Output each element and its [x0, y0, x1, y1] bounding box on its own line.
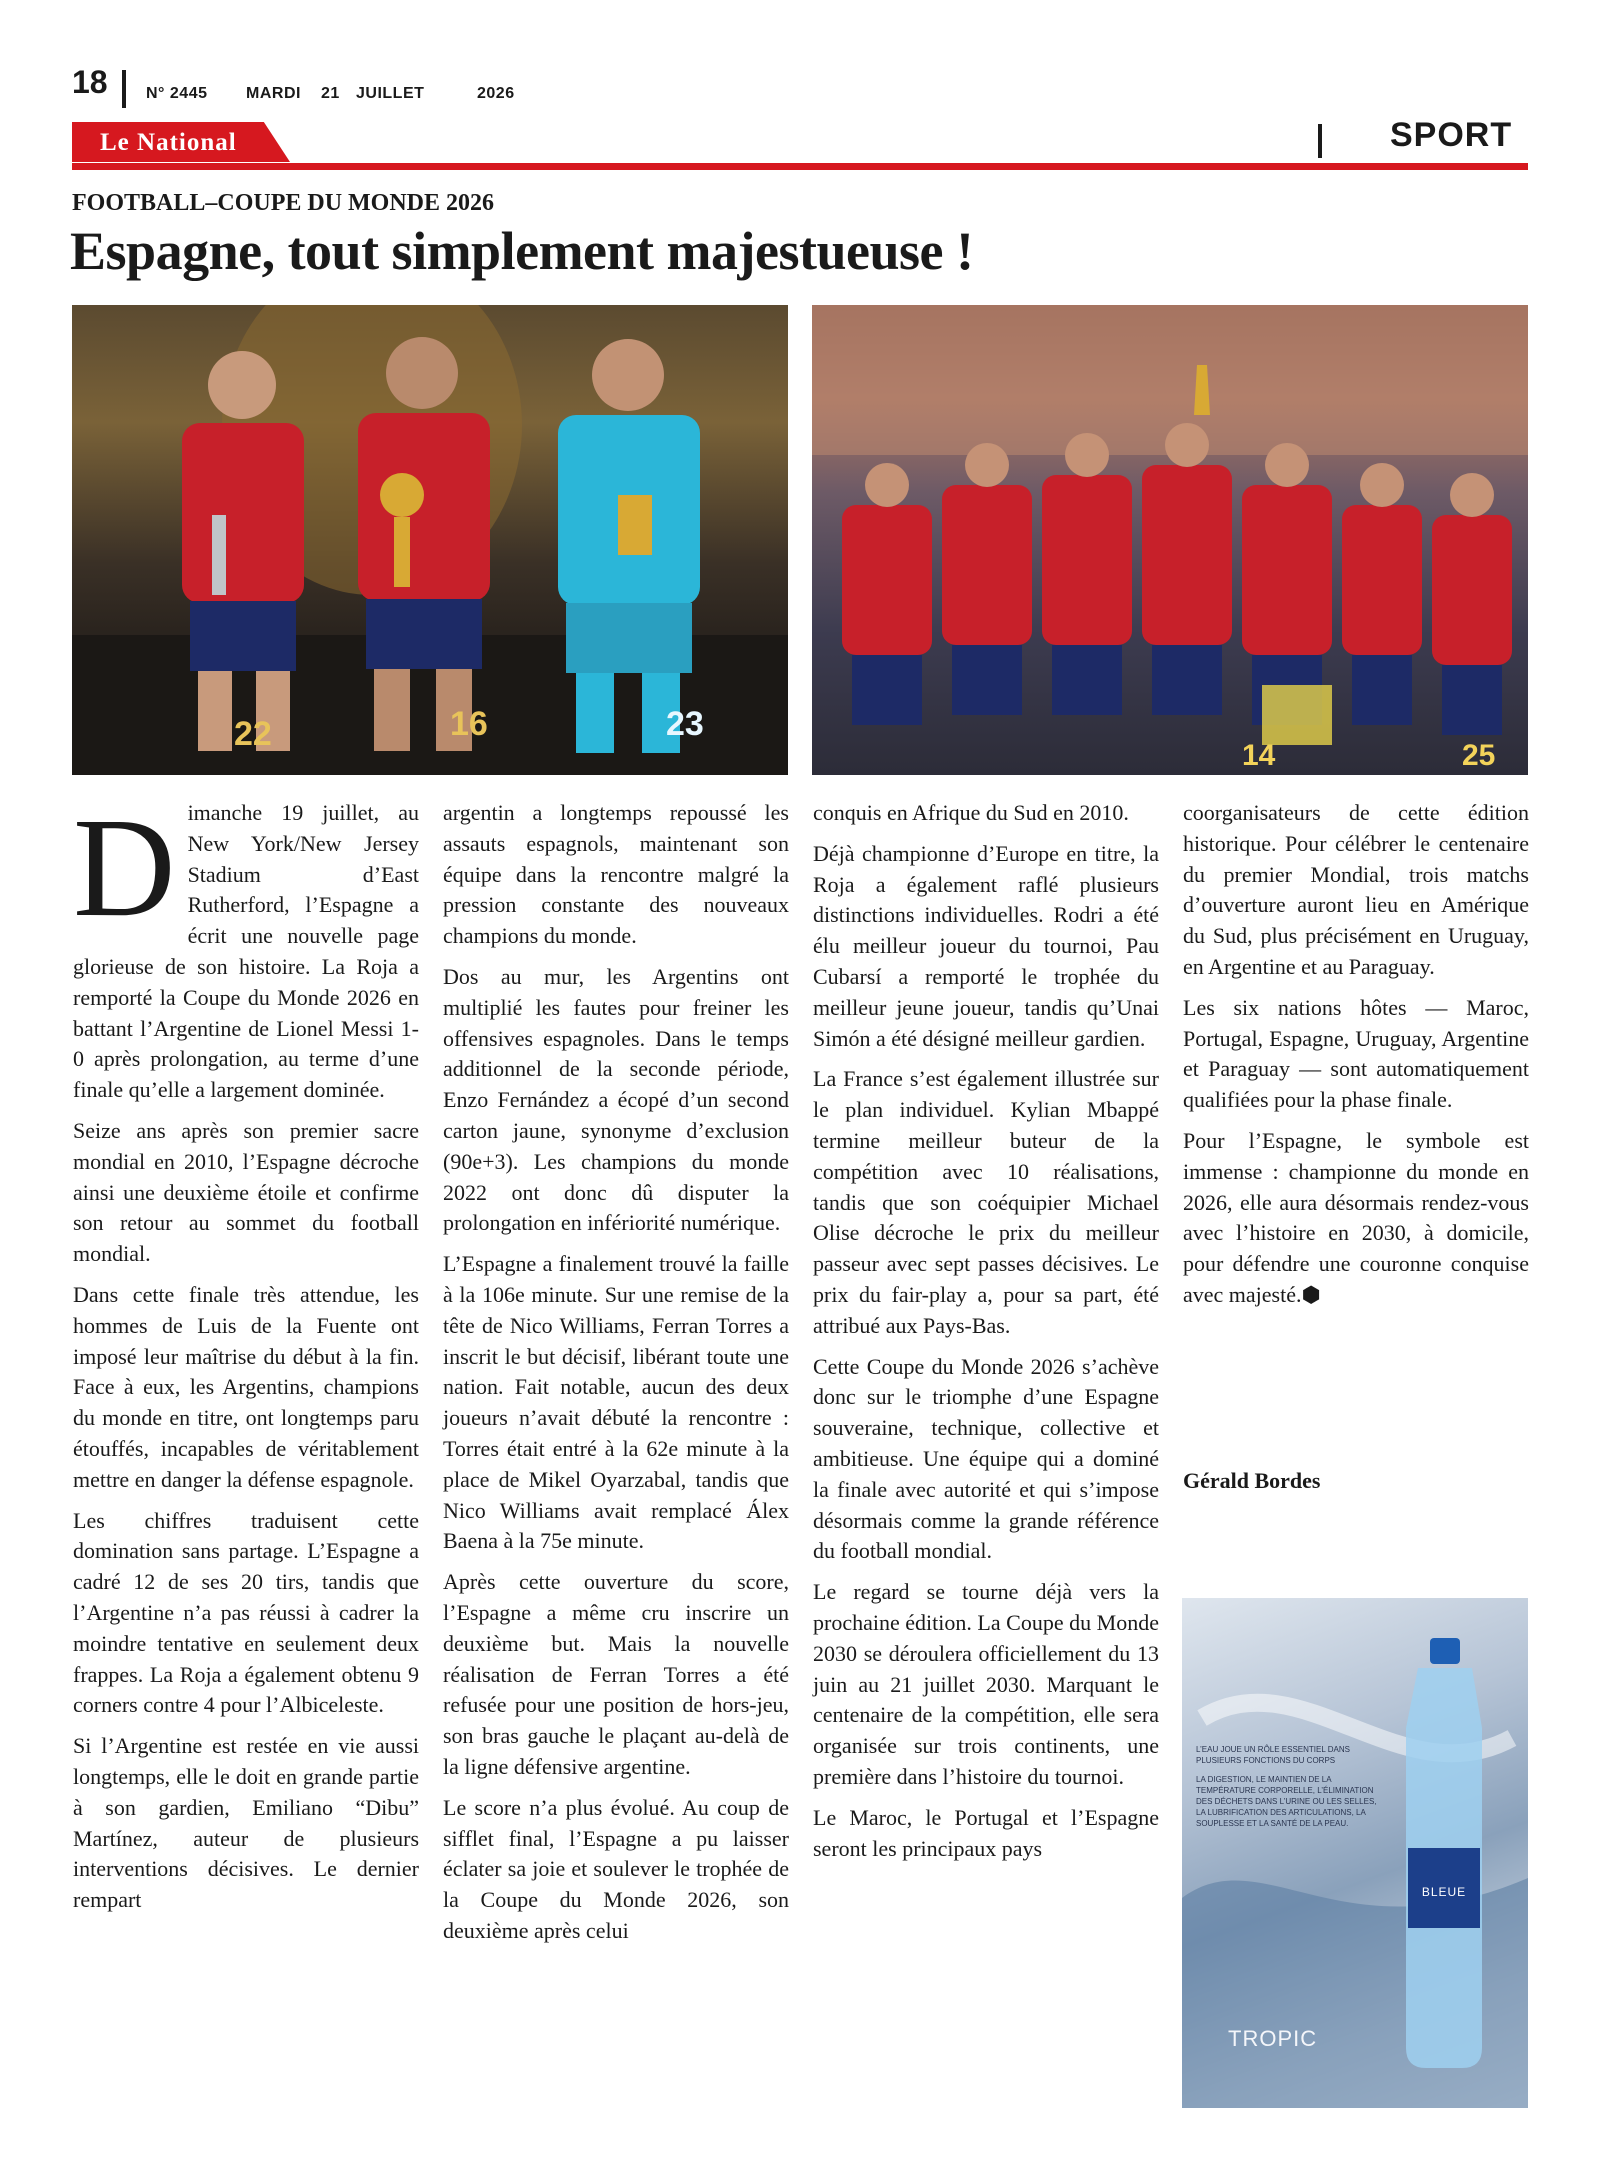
ad-copy: L’EAU JOUE UN RÔLE ESSENTIEL DANS PLUSIEURS FONCTIONS DU CORPS LA DIGESTION, LE MAINTIEN DE LA TEMPÉRATURE CORPORELLE, L’ÉLIMINATION DES DÉCHETS DANS L’URINE OU LES SELLES, LA LUBRIFICATION DES ARTICULATIONS, LA SOUPLESSE ET LA SANTÉ DE LA PEAU.: [1196, 1745, 1377, 1828]
bottle-label: BLEUE: [1421, 1885, 1467, 1899]
ad-brand-logo: TROPIC: [1228, 2026, 1318, 2051]
header-divider: [122, 70, 126, 108]
article-paragraph: Dans cette finale très attendue, les hommes de Luis de la Fuente ont imposé leur maîtrise du début à la fin. Face à eux, les Argentins, champions du monde en titre, ont longtemps paru étouffés, incapables de véritablement mettre en danger la défense espagnole.: [73, 1281, 419, 1492]
end-mark-icon: ⬢: [1301, 1281, 1321, 1307]
golden-glove-icon: [618, 495, 652, 555]
water-advertisement: [1182, 1598, 1528, 2108]
date-month: JUILLET: [356, 85, 425, 102]
article-column-1: [73, 788, 419, 1926]
date-day: MARDI: [246, 85, 301, 102]
jersey-number: 22: [234, 715, 272, 753]
article-column-2: [443, 798, 789, 1957]
issue-number: N° 2445: [146, 85, 208, 102]
trophy-icon: [212, 515, 226, 595]
section-label: SPORT: [1390, 116, 1513, 154]
article-paragraph: Le regard se tourne déjà vers la prochaine édition. La Coupe du Monde 2030 se déroulera officiellement du 13 juin au 21 juillet 2030. Marquant le centenaire de la compétition, elle sera organisée sur trois continents, une première dans l’histoire du tournoi.: [813, 1579, 1159, 1789]
article-column-3: [813, 798, 1159, 1874]
article-paragraph: Les chiffres traduisent cette domination sans partage. L’Espagne a cadré 12 de ses 20 tirs, tandis que l’Argentine n’a pas réussi à cadrer la moindre tentative en seulement deux frappes. La Roja a également obtenu 9 corners contre 4 pour l’Albiceleste.: [73, 1507, 419, 1718]
drop-cap: D: [73, 788, 176, 946]
article-paragraph: Après cette ouverture du score, l’Espagne a même cru inscrire un deuxième but. Mais la nouvelle réalisation de Ferran Torres a été refusée pour une position de hors-jeu, son bras gauche le plaçant au-delà de la ligne défensive argentine.: [443, 1569, 789, 1779]
golden-ball-icon: [380, 473, 424, 517]
page-number: 18: [72, 64, 108, 100]
article-paragraph: La France s’est également illustrée sur le plan individuel. Kylian Mbappé termine meilleur buteur de la compétition avec 10 réalisations, tandis que son coéquipier Michael Olise décroche le prix du meilleur passeur avec sept passes décisives. Le prix du fair-play a, pour sa part, été attribué aux Pays-Bas.: [813, 1066, 1159, 1338]
article-paragraph: Cette Coupe du Monde 2026 s’achève donc sur le triomphe d’une Espagne souveraine, technique, collective et ambitieuse. Une équipe qui a dominé la finale avec autorité et qui s’impose désormais comme la grande référence du football mondial.: [813, 1353, 1159, 1564]
jersey-number: 14: [1242, 739, 1276, 772]
section-divider: [1318, 124, 1322, 158]
article-paragraph: Dos au mur, les Argentins ont multiplié les fautes pour freiner les offensives espagnoles. Dans le temps additionnel de la seconde période, Enzo Fernández a écopé d’un second carton jaune, synonyme d’exclusion (90e+3). Les champions du monde 2022 ont donc dû disputer la prolongation en infériorité numérique.: [443, 963, 789, 1236]
article-paragraph: conquis en Afrique du Sud en 2010.: [813, 800, 1129, 825]
article-paragraph: Dimanche 19 juillet, au New York/New Jersey Stadium d’East Rutherford, l’Espagne a écrit une nouvelle page glorieuse de son histoire. La Roja a remporté la Coupe du Monde 2026 en battant l’Argentine de Lionel Messi 1-0 après prolongation, au terme d’une finale qu’elle a largement dominée.: [73, 788, 419, 1103]
article-paragraph: Déjà championne d’Europe en titre, la Roja a également raflé plusieurs distinctions individuelles. Rodri a été élu meilleur joueur du tournoi, Pau Cubarsí a remporté le trophée du meilleur jeune joueur, tandis qu’Unai Simón a été désigné meilleur gardien.: [813, 840, 1159, 1051]
header-red-rule: [72, 163, 1528, 170]
award-winners-photo: [72, 305, 788, 775]
water-bottle-icon: [1406, 1638, 1482, 2068]
jersey-number: 23: [666, 705, 704, 743]
article-paragraph: Pour l’Espagne, le symbole est immense : championne du monde en 2026, elle aura désormais rendez-vous avec l’histoire en 2030, à domicile, pour défendre une couronne conquise avec majesté.⬢: [1183, 1127, 1529, 1307]
date-year: 2026: [477, 85, 515, 102]
article-paragraph: Si l’Argentine est restée en vie aussi longtemps, elle le doit en grande partie à son gardien, Emiliano “Dibu” Martínez, auteur de plusieurs interventions décisives. Le dernier rempart: [73, 1733, 419, 1913]
jersey-number: 16: [450, 705, 488, 743]
article-paragraph: Le score n’a plus évolué. Au coup de sifflet final, l’Espagne a pu laisser éclater sa joie et soulever le trophée de la Coupe du Monde 2026, son deuxième après celui: [443, 1794, 789, 1943]
article-paragraph: Le Maroc, le Portugal et l’Espagne seront les principaux pays: [813, 1804, 1159, 1861]
article-paragraph: coorganisateurs de cette édition historique. Pour célébrer le centenaire du premier Mondial, trois matchs d’ouverture auront lieu en Amérique du Sud, plus précisément en Uruguay, en Argentine et au Paraguay.: [1183, 800, 1529, 979]
article-byline: Gérald Bordes: [1183, 1468, 1321, 1493]
article-kicker: FOOTBALL–COUPE DU MONDE 2026: [72, 190, 495, 216]
trophy-celebration-photo: [812, 305, 1528, 775]
article-paragraph: Les six nations hôtes — Maroc, Portugal, Espagne, Uruguay, Argentine et Paraguay — sont automatiquement qualifiées pour la phase finale.: [1183, 994, 1529, 1113]
brand-name: Le National: [100, 129, 237, 156]
article-headline: Espagne, tout simplement majestueuse !: [70, 221, 974, 281]
article-column-4: [1183, 798, 1529, 1321]
article-paragraph: argentin a longtemps repoussé les assauts espagnols, maintenant son équipe dans la rencontre malgré la pression constante des nouveaux champions du monde.: [443, 800, 789, 949]
article-paragraph: Seize ans après son premier sacre mondial en 2010, l’Espagne décroche ainsi une deuxième étoile et confirme son retour au sommet du football mondial.: [73, 1117, 419, 1267]
jersey-number: 25: [1462, 739, 1496, 772]
date-number: 21: [321, 85, 340, 102]
article-paragraph: L’Espagne a finalement trouvé la faille à la 106e minute. Sur une remise de la tête de Nico Williams, Ferran Torres a inscrit le but décisif, libérant toute une nation. Fait notable, aucun des deux joueurs n’avait débuté la rencontre : Torres était entré à la 62e minute à la place de Mikel Oyarzabal, tandis que Nico Williams avait remplacé Álex Baena à la 75e minute.: [443, 1251, 789, 1554]
